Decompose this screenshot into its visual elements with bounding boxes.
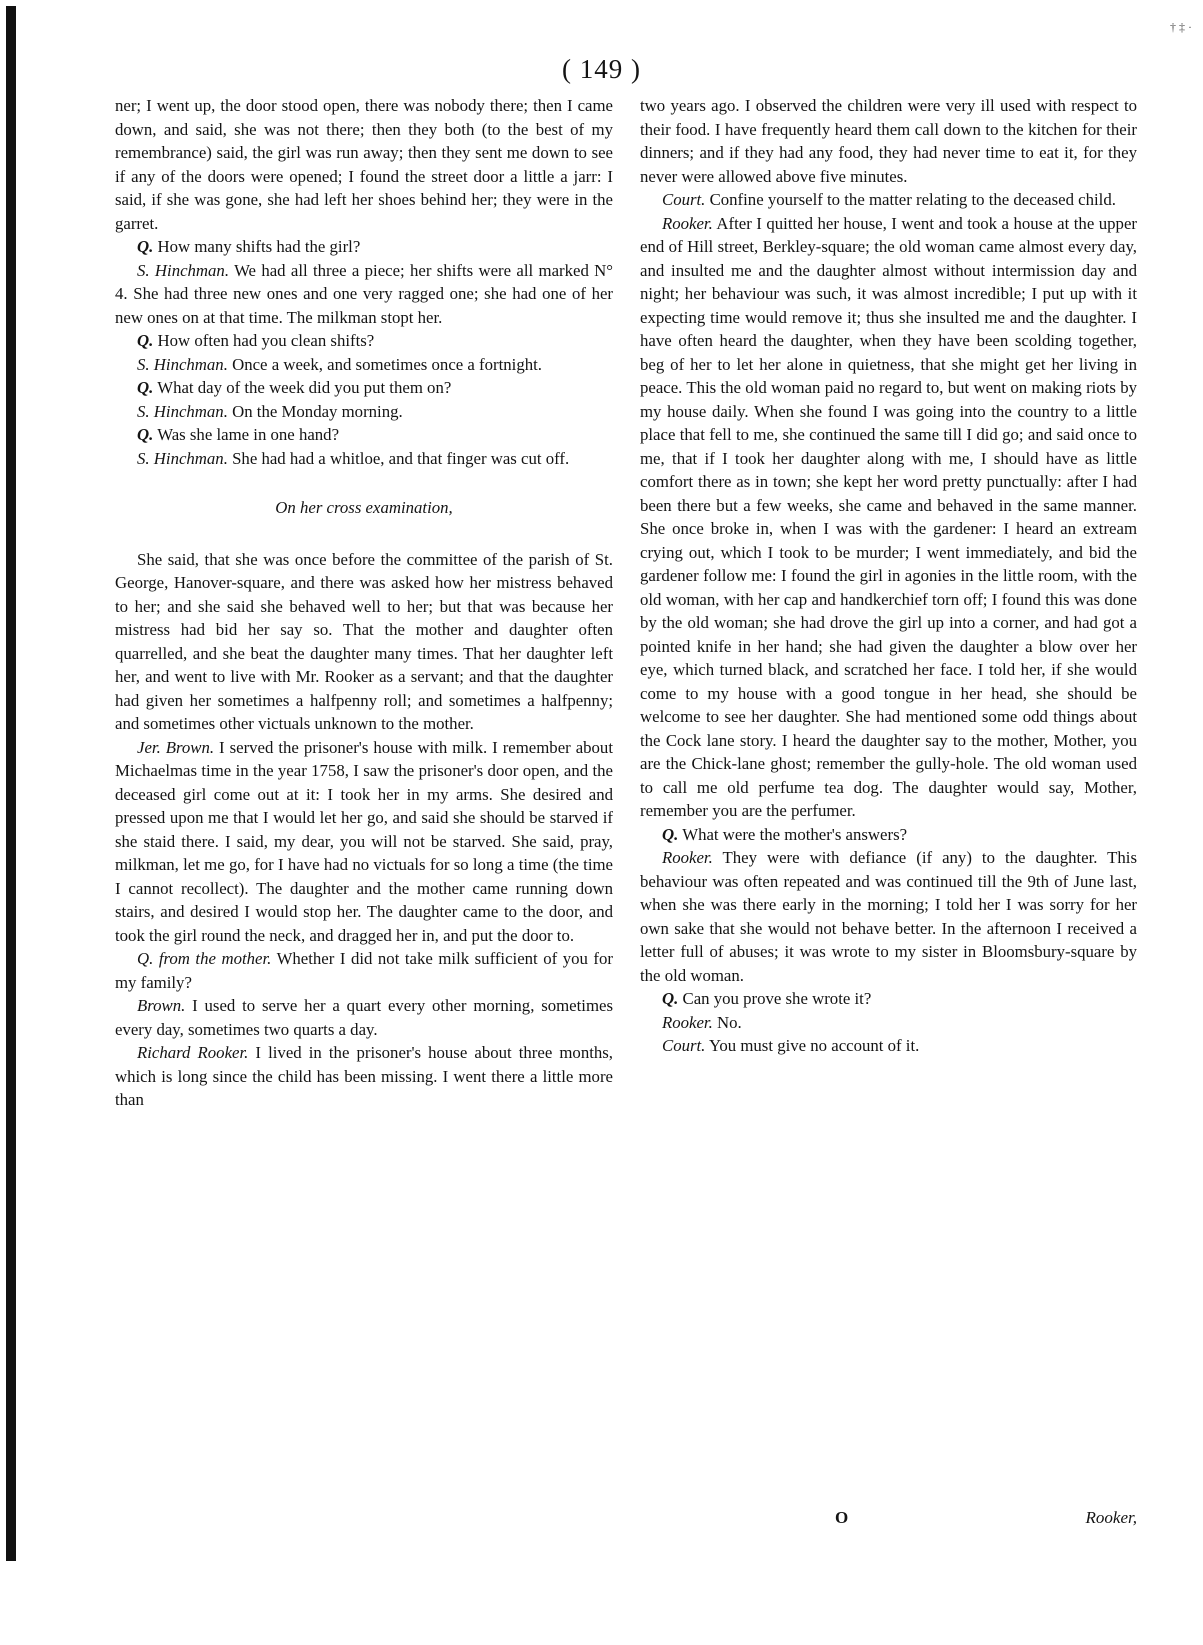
page-footer	[640, 1508, 1137, 1532]
catchword: Rooker,	[1085, 1508, 1137, 1527]
paragraph-text: What day of the week did you put them on?	[157, 378, 452, 397]
paragraph	[640, 1034, 1137, 1058]
paragraph	[115, 994, 613, 1041]
paragraph-text: She had had a whitloe, and that finger was cut off.	[232, 448, 570, 468]
margin-marks: † ‡ ·	[1170, 20, 1192, 34]
speaker-label: Jer. Brown.	[137, 737, 215, 757]
right-column	[640, 94, 1137, 1058]
speaker-label: S. Hinchman.	[137, 401, 228, 421]
left-paragraphs-2	[115, 548, 613, 1112]
paragraph	[115, 548, 613, 736]
paragraph-text: They were with defiance (if any) to the daughter. This behaviour was often repeated and was continued till the 9th of June last, when she was there early in the morning; I told her I was sorry for her own sake that she would not behave better. In the afternoon I received a letter full of abuses; it was wrote to my sister in Bloomsbury-square by the old woman.	[640, 848, 1137, 985]
speaker-label: Q.	[662, 824, 679, 844]
paragraph-text: We had all three a piece; her shifts were all marked N° 4. She had three new ones and one very ragged one; she had one of her new ones on at that time. The milkman stopt her.	[115, 260, 613, 327]
speaker-label: Q.	[137, 425, 154, 444]
paragraph-text: ner; I went up, the door stood open, there was nobody there; then I came down, and said, she was not there; then they both (to the best of my remembrance) said, the girl was run away; then they sent me down to see if any of the doors were opened; I found the street door a little a jarr: I said, if she was gone, she had left her shoes behind her; they were in the garret.	[115, 96, 613, 233]
paragraph	[640, 212, 1137, 823]
speaker-label: Rooker.	[662, 213, 713, 233]
paragraph-text: What were the mother's answers?	[682, 824, 908, 844]
paragraph	[115, 94, 613, 235]
paragraph	[115, 400, 613, 424]
paragraph	[640, 846, 1137, 987]
speaker-label: S. Hinchman.	[137, 448, 228, 468]
paragraph-text: She said, that she was once before the committee of the parish of St. George, Hanover-square, and there was asked how her mistress behaved to her; and she said she behaved well to her; but that was because her mistress had bid her say so. That the mother and daughter often quarrelled, and she beat the daughter many times. That her daughter left her, and went to live with Mr. Rooker as a servant; and that the daughter had given her sometimes a halfpenny roll; and sometimes a halfpenny; and sometimes other victuals unknown to the mother.	[115, 549, 613, 733]
page-number: ( 149 )	[562, 54, 641, 84]
paragraph-text: You must give no account of it.	[708, 1036, 920, 1055]
paragraph-text: two years ago. I observed the children were very ill used with respect to their food. I have frequently heard them call down to the kitchen for their dinners; and if they had any food, they had never time to eat it, for they never were allowed above five minutes.	[640, 96, 1137, 186]
paragraph	[640, 188, 1137, 212]
paragraph	[115, 736, 613, 948]
speaker-label: Q.	[662, 989, 679, 1008]
paragraph-text: After I quitted her house, I went and took a house at the upper end of Hill street, Berkley-square; the old woman came almost every day, and insulted me and the daughter almost without intermission day and night; her behaviour was such, it was almost incredible; I put up with it expecting time would remove it; thus she insulted me and the daughter. I have often heard the daughter, when they have been scolding together, beg of her to let her alone in quietness, that she might get her living in peace. This the old woman paid no regard to, but went on making riots by my house daily. When she found I was going into the country to a little place that fell to me, she continued the same till I did go; and said once to me, that if I took her daughter along with me, I should have as little comfort there as in town; she kept her word pretty punctually: after I had been there but a few weeks, she came and behaved in the same manner. She once broke in, when I was with the gardener: I heard an extream crying out, which I took to be murder; I went immediately, and bid the gardener follow me: I found the girl in agonies in the little room, with the old woman, with her cap and handkerchief torn off; I found this was done by the old woman; she had drove the girl up into a corner, and had got a pointed knife in her hand; she had given the daughter a blow over her eye, which turned black, and scratched her face. I told her, if she would come to my house with a good tongue in her head, she should be welcome to see her daughter. She had mentioned some odd things about the Cock lane story. I heard the daughter say to the mother, Mother, you are the Chick-lane ghost; remember the gully-hole. The old woman used to call me old perfume tea dog. The daughter would say, Mother, remember you are the perfumer.	[640, 213, 1137, 820]
speaker-label: Q.	[137, 331, 154, 350]
binding-edge	[6, 6, 16, 1561]
paragraph	[115, 259, 613, 330]
paragraph-text: Confine yourself to the matter relating to the deceased child.	[709, 190, 1116, 209]
paragraph-text: Was she lame in one hand?	[157, 425, 340, 444]
paragraph-text: I used to serve her a quart every other morning, sometimes every day, sometimes two quarts a day.	[115, 996, 613, 1039]
paragraph-text: How many shifts had the girl?	[157, 237, 361, 256]
speaker-label: Q.	[137, 378, 154, 397]
speaker-label: Rooker.	[662, 848, 713, 867]
paragraph-text: On the Monday morning.	[232, 401, 403, 421]
section-subhead: On her cross examination,	[275, 498, 453, 517]
speaker-label: S. Hinchman.	[137, 260, 230, 280]
paragraph	[115, 329, 613, 353]
paragraph	[115, 947, 613, 994]
paragraph-text: I lived in the prisoner's house about three months, which is long since the child has been missing. I went there a little more than	[115, 1043, 613, 1109]
paragraph	[115, 376, 613, 400]
speaker-label: Court.	[662, 190, 706, 209]
paragraph	[115, 423, 613, 447]
paragraph-text: How often had you clean shifts?	[157, 331, 375, 350]
speaker-label: Q. from the mother.	[137, 949, 272, 968]
speaker-label: Q.	[137, 237, 154, 256]
signature-mark: O	[835, 1508, 849, 1527]
paragraph	[115, 1041, 613, 1112]
paragraph-text: No.	[717, 1012, 742, 1032]
paragraph	[115, 353, 613, 377]
paragraph-text: Whether I did not take milk sufficient of you for my family?	[115, 949, 613, 992]
left-paragraphs	[115, 94, 613, 470]
paragraph	[640, 823, 1137, 847]
paragraph	[115, 447, 613, 471]
speaker-label: Richard Rooker.	[137, 1043, 249, 1062]
speaker-label: Brown.	[137, 996, 186, 1015]
paragraph-text: Can you prove she wrote it?	[682, 989, 872, 1008]
paragraph	[115, 235, 613, 259]
paragraph	[640, 94, 1137, 188]
speaker-label: Court.	[662, 1036, 706, 1055]
right-paragraphs	[640, 94, 1137, 1058]
paragraph	[640, 1011, 1137, 1035]
speaker-label: S. Hinchman.	[137, 354, 228, 374]
paragraph-text: I served the prisoner's house with milk. I remember about Michaelmas time in the year 1758, I saw the prisoner's door open, and the deceased girl come out at it: I took her in my arms. She desired and pressed upon me that I would let her go, and said she should be starved if she staid there. I said, my dear, you will not be starved. She said, pray, milkman, let me go, for I have had no victuals for so long a time (the time I cannot recollect). The daughter and the mother came running down stairs, and desired I would stop her. The daughter came to the door, and took the girl round the neck, and dragged her in, and put the door to.	[115, 737, 613, 945]
paragraph	[640, 987, 1137, 1011]
left-column	[115, 94, 613, 1112]
paragraph-text: Once a week, and sometimes once a fortnight.	[232, 354, 542, 374]
speaker-label: Rooker.	[662, 1012, 713, 1032]
